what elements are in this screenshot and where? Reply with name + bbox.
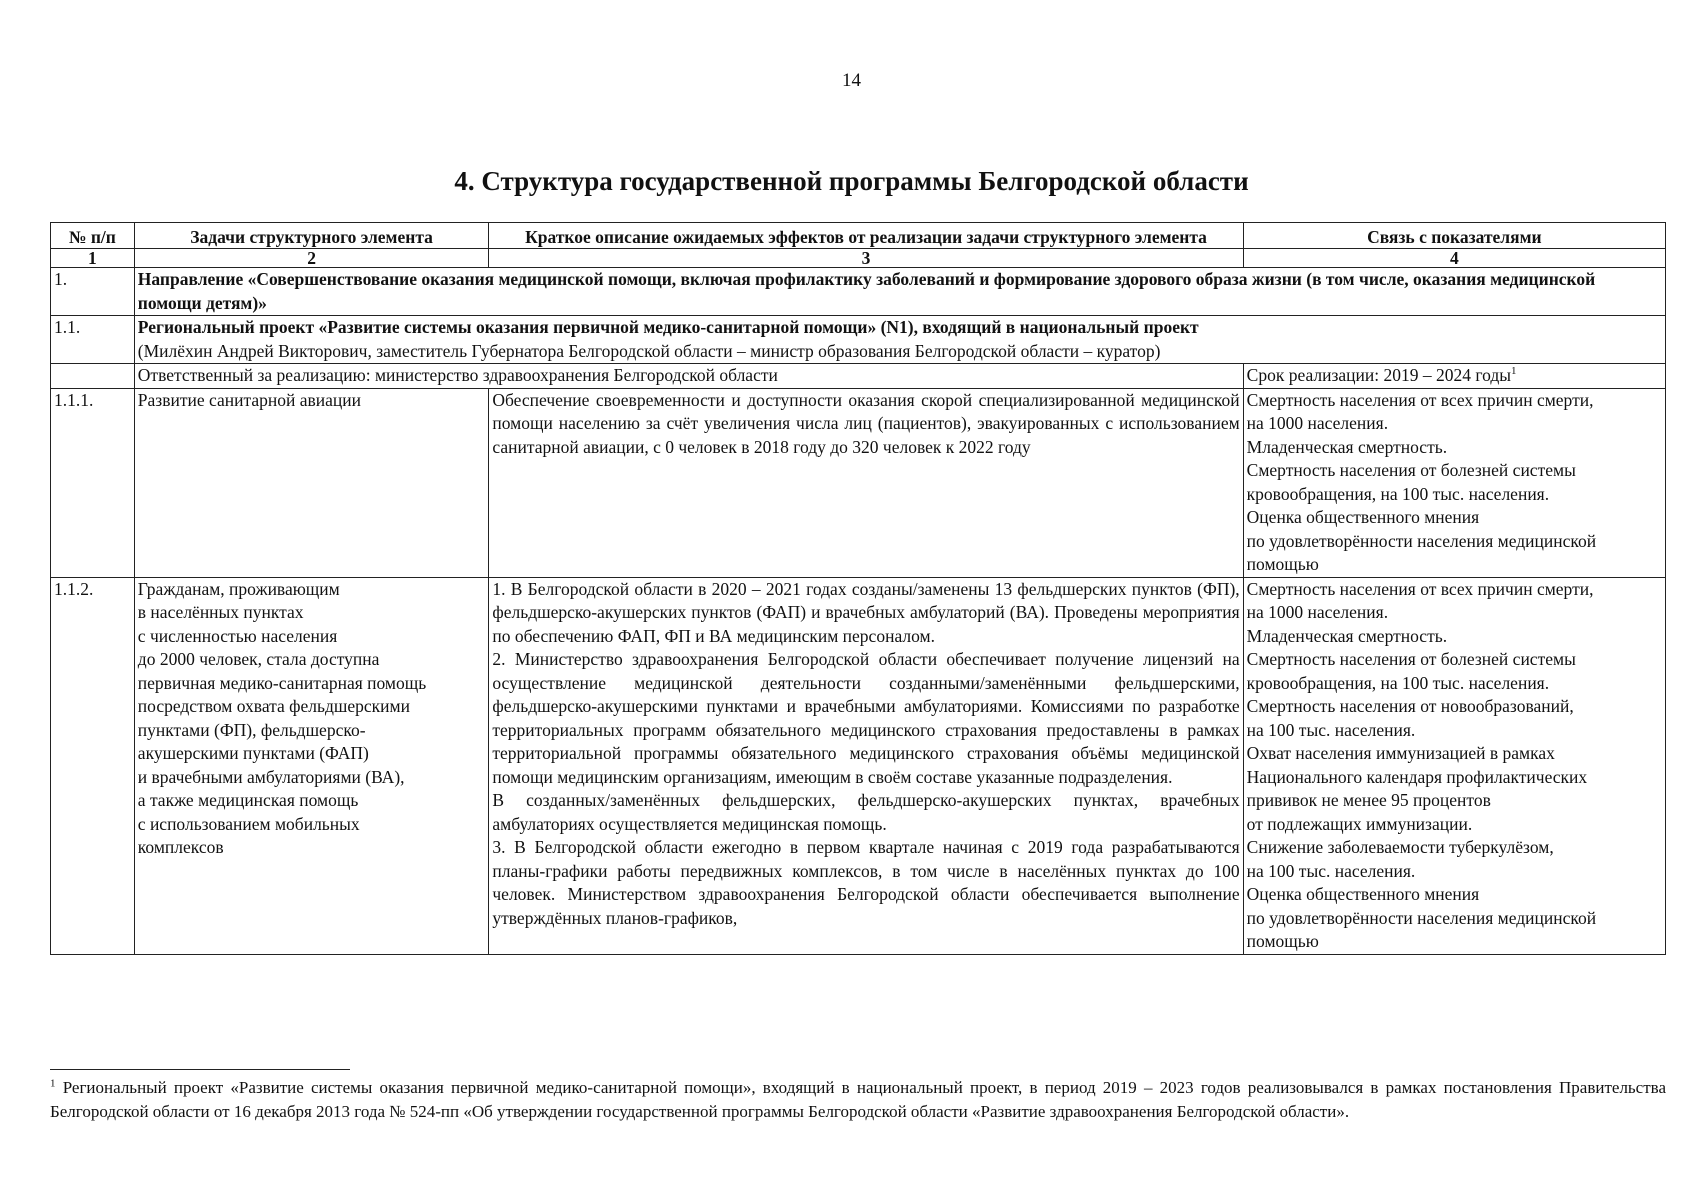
indicator-line: Смертность населения от болезней системы	[1246, 649, 1576, 669]
project-curator: (Милёхин Андрей Викторович, заместитель Губернатора Белгородской области – министр образования Белгородской области – куратор)	[137, 340, 1161, 361]
indicator-line: Снижение заболеваемости туберкулёзом,	[1246, 837, 1554, 857]
header-link: Связь с показателями	[1243, 223, 1665, 249]
term-cell	[1243, 364, 1665, 389]
column-number: 3	[489, 249, 1243, 268]
indicator-line: Младенческая смертность.	[1246, 625, 1448, 646]
task-line: комплексов	[137, 837, 224, 857]
indicator-line: на 100 тыс. населения.	[1246, 719, 1416, 740]
task-num: 1.1.1.	[51, 388, 135, 577]
task-line: акушерскими пунктами (ФАП)	[137, 743, 369, 763]
responsible-text: Ответственный за реализацию: министерство здравоохранения Белгородской области	[134, 364, 1243, 389]
structure-table	[50, 222, 1666, 955]
effect-paragraph: 1. В Белгородской области в 2020 – 2021 годах созданы/заменены 13 фельдшерских пунктов (ФП), фельдшерско-акушерских пунктов (ФАП) и врачебных амбулаторий (ВА). Проведены мероприятия по обеспечению ФАП, ФП и ВА медицинским персоналом.	[492, 578, 1240, 646]
column-number: 1	[51, 249, 135, 268]
task-line: до 2000 человек, стала доступна	[137, 649, 380, 669]
task-line: посредством охвата фельдшерскими	[137, 696, 410, 716]
indicators-text	[1243, 388, 1665, 577]
header-row	[51, 223, 1666, 249]
effect-text	[489, 577, 1243, 954]
footnote-divider	[50, 1069, 350, 1070]
indicator-line: помощью	[1246, 931, 1319, 951]
indicator-line: Охват населения иммунизацией в рамках	[1246, 743, 1555, 763]
column-number-row	[51, 249, 1666, 268]
indicator-line: по удовлетворённости населения медицинской	[1246, 530, 1597, 551]
header-num: № п/п	[51, 223, 135, 249]
footnote	[50, 1076, 1666, 1124]
task-text	[134, 388, 489, 577]
indicators-text	[1243, 577, 1665, 954]
task-text	[134, 577, 489, 954]
indicator-line: помощью	[1246, 554, 1319, 574]
header-effects: Краткое описание ожидаемых эффектов от реализации задачи структурного элемента	[489, 223, 1243, 249]
page-number: 14	[842, 70, 861, 91]
indicator-line: Оценка общественного мнения	[1246, 507, 1480, 527]
effect-paragraph: 2. Министерство здравоохранения Белгородской области обеспечивает получение лицензий на осуществление медицинской деятельности созданными/заменёнными фельдшерскими, фельдшерско-акушерскими пунктами и врачебными амбулаториями. Комиссиями по разработке территориальных программ обязательного медицинского страхования предоставлены в рамках территориальной программы обязательного медицинского страхования объёмы медицинской помощи медицинским организациям, имеющим в своём составе указанные подразделения.	[492, 649, 1240, 787]
effect-paragraph: Обеспечение своевременности и доступности оказания скорой специализированной медицинской помощи населению за счёт увеличения числа лиц (пациентов), эвакуированных с использованием санитарной авиации, с 0 человек в 2018 году до 320 человек к 2022 году	[492, 389, 1240, 457]
column-number: 4	[1243, 249, 1665, 268]
task-row	[51, 388, 1666, 577]
project-row	[51, 316, 1666, 364]
indicator-line: на 100 тыс. населения.	[1246, 860, 1416, 881]
task-line: Гражданам, проживающим	[137, 578, 340, 599]
indicator-line: кровообращения, на 100 тыс. населения.	[1246, 483, 1550, 504]
task-line: Развитие санитарной авиации	[137, 389, 361, 410]
project-cell	[134, 316, 1665, 364]
indicator-line: Смертность населения от новообразований,	[1246, 696, 1574, 716]
task-line: и врачебными амбулаториями (ВА),	[137, 766, 405, 787]
task-line: с использованием мобильных	[137, 813, 360, 834]
direction-text: Направление «Совершенствование оказания медицинской помощи, включая профилактику заболеваний и формирование здорового образа жизни (в том числе, оказания медицинской помощи детям)»	[134, 268, 1665, 316]
task-line: с численностью населения	[137, 625, 338, 646]
indicator-line: кровообращения, на 100 тыс. населения.	[1246, 672, 1550, 693]
indicator-line: Младенческая смертность.	[1246, 436, 1448, 457]
footnote-text: Региональный проект «Развитие системы оказания первичной медико-санитарной помощи», входящий в национальный проект, в период 2019 – 2023 годов реализовывался в рамках постановления Правительства Белгородской области от 16 декабря 2013 года № 524-пп «Об утверждении государственной программы Белгородской области «Развитие здравоохранения Белгородской области».	[50, 1078, 1666, 1121]
responsible-row	[51, 364, 1666, 389]
task-line: в населённых пунктах	[137, 602, 304, 622]
effect-paragraph: В созданных/заменённых фельдшерских, фельдшерско-акушерских пунктах, врачебных амбулаториях осуществляется медицинская помощь.	[492, 790, 1240, 834]
task-line: первичная медико-санитарная помощь	[137, 672, 427, 693]
direction-num: 1.	[51, 268, 135, 316]
effect-paragraph: 3. В Белгородской области ежегодно в первом квартале начиная с 2019 года разрабатываются планы-графики работы передвижных комплексов, в том числе в населённых пунктах до 100 человек. Министерством здравоохранения Белгородской области обеспечивается выполнение утверждённых планов-графиков,	[492, 837, 1240, 928]
section-title: 4. Структура государственной программы Белгородской области	[454, 166, 1249, 196]
indicator-line: Смертность населения от всех причин смерти,	[1246, 578, 1594, 599]
column-number: 2	[134, 249, 489, 268]
indicator-line: на 1000 населения.	[1246, 413, 1389, 433]
header-tasks: Задачи структурного элемента	[134, 223, 489, 249]
task-line: а также медицинская помощь	[137, 790, 359, 810]
indicator-line: от подлежащих иммунизации.	[1246, 813, 1473, 834]
footnote-marker: 1	[50, 1077, 56, 1090]
effect-text	[489, 388, 1243, 577]
empty-cell	[51, 364, 135, 389]
task-line: пунктами (ФП), фельдшерско-	[137, 719, 366, 740]
footnote-ref: 1	[1511, 365, 1517, 378]
project-num: 1.1.	[51, 316, 135, 364]
indicator-line: Национального календаря профилактических	[1246, 766, 1588, 787]
direction-row	[51, 268, 1666, 316]
task-row	[51, 577, 1666, 954]
indicator-line: Смертность населения от всех причин смерти,	[1246, 389, 1594, 410]
project-title: Региональный проект «Развитие системы оказания первичной медико-санитарной помощи» (N1), входящий в национальный проект	[137, 317, 1199, 337]
indicator-line: Смертность населения от болезней системы	[1246, 460, 1576, 480]
task-num: 1.1.2.	[51, 577, 135, 954]
indicator-line: Оценка общественного мнения	[1246, 884, 1480, 904]
indicator-line: по удовлетворённости населения медицинской	[1246, 907, 1597, 928]
indicator-line: прививок не менее 95 процентов	[1246, 790, 1491, 810]
term-text: Срок реализации: 2019 – 2024 годы	[1246, 365, 1512, 385]
indicator-line: на 1000 населения.	[1246, 602, 1389, 622]
